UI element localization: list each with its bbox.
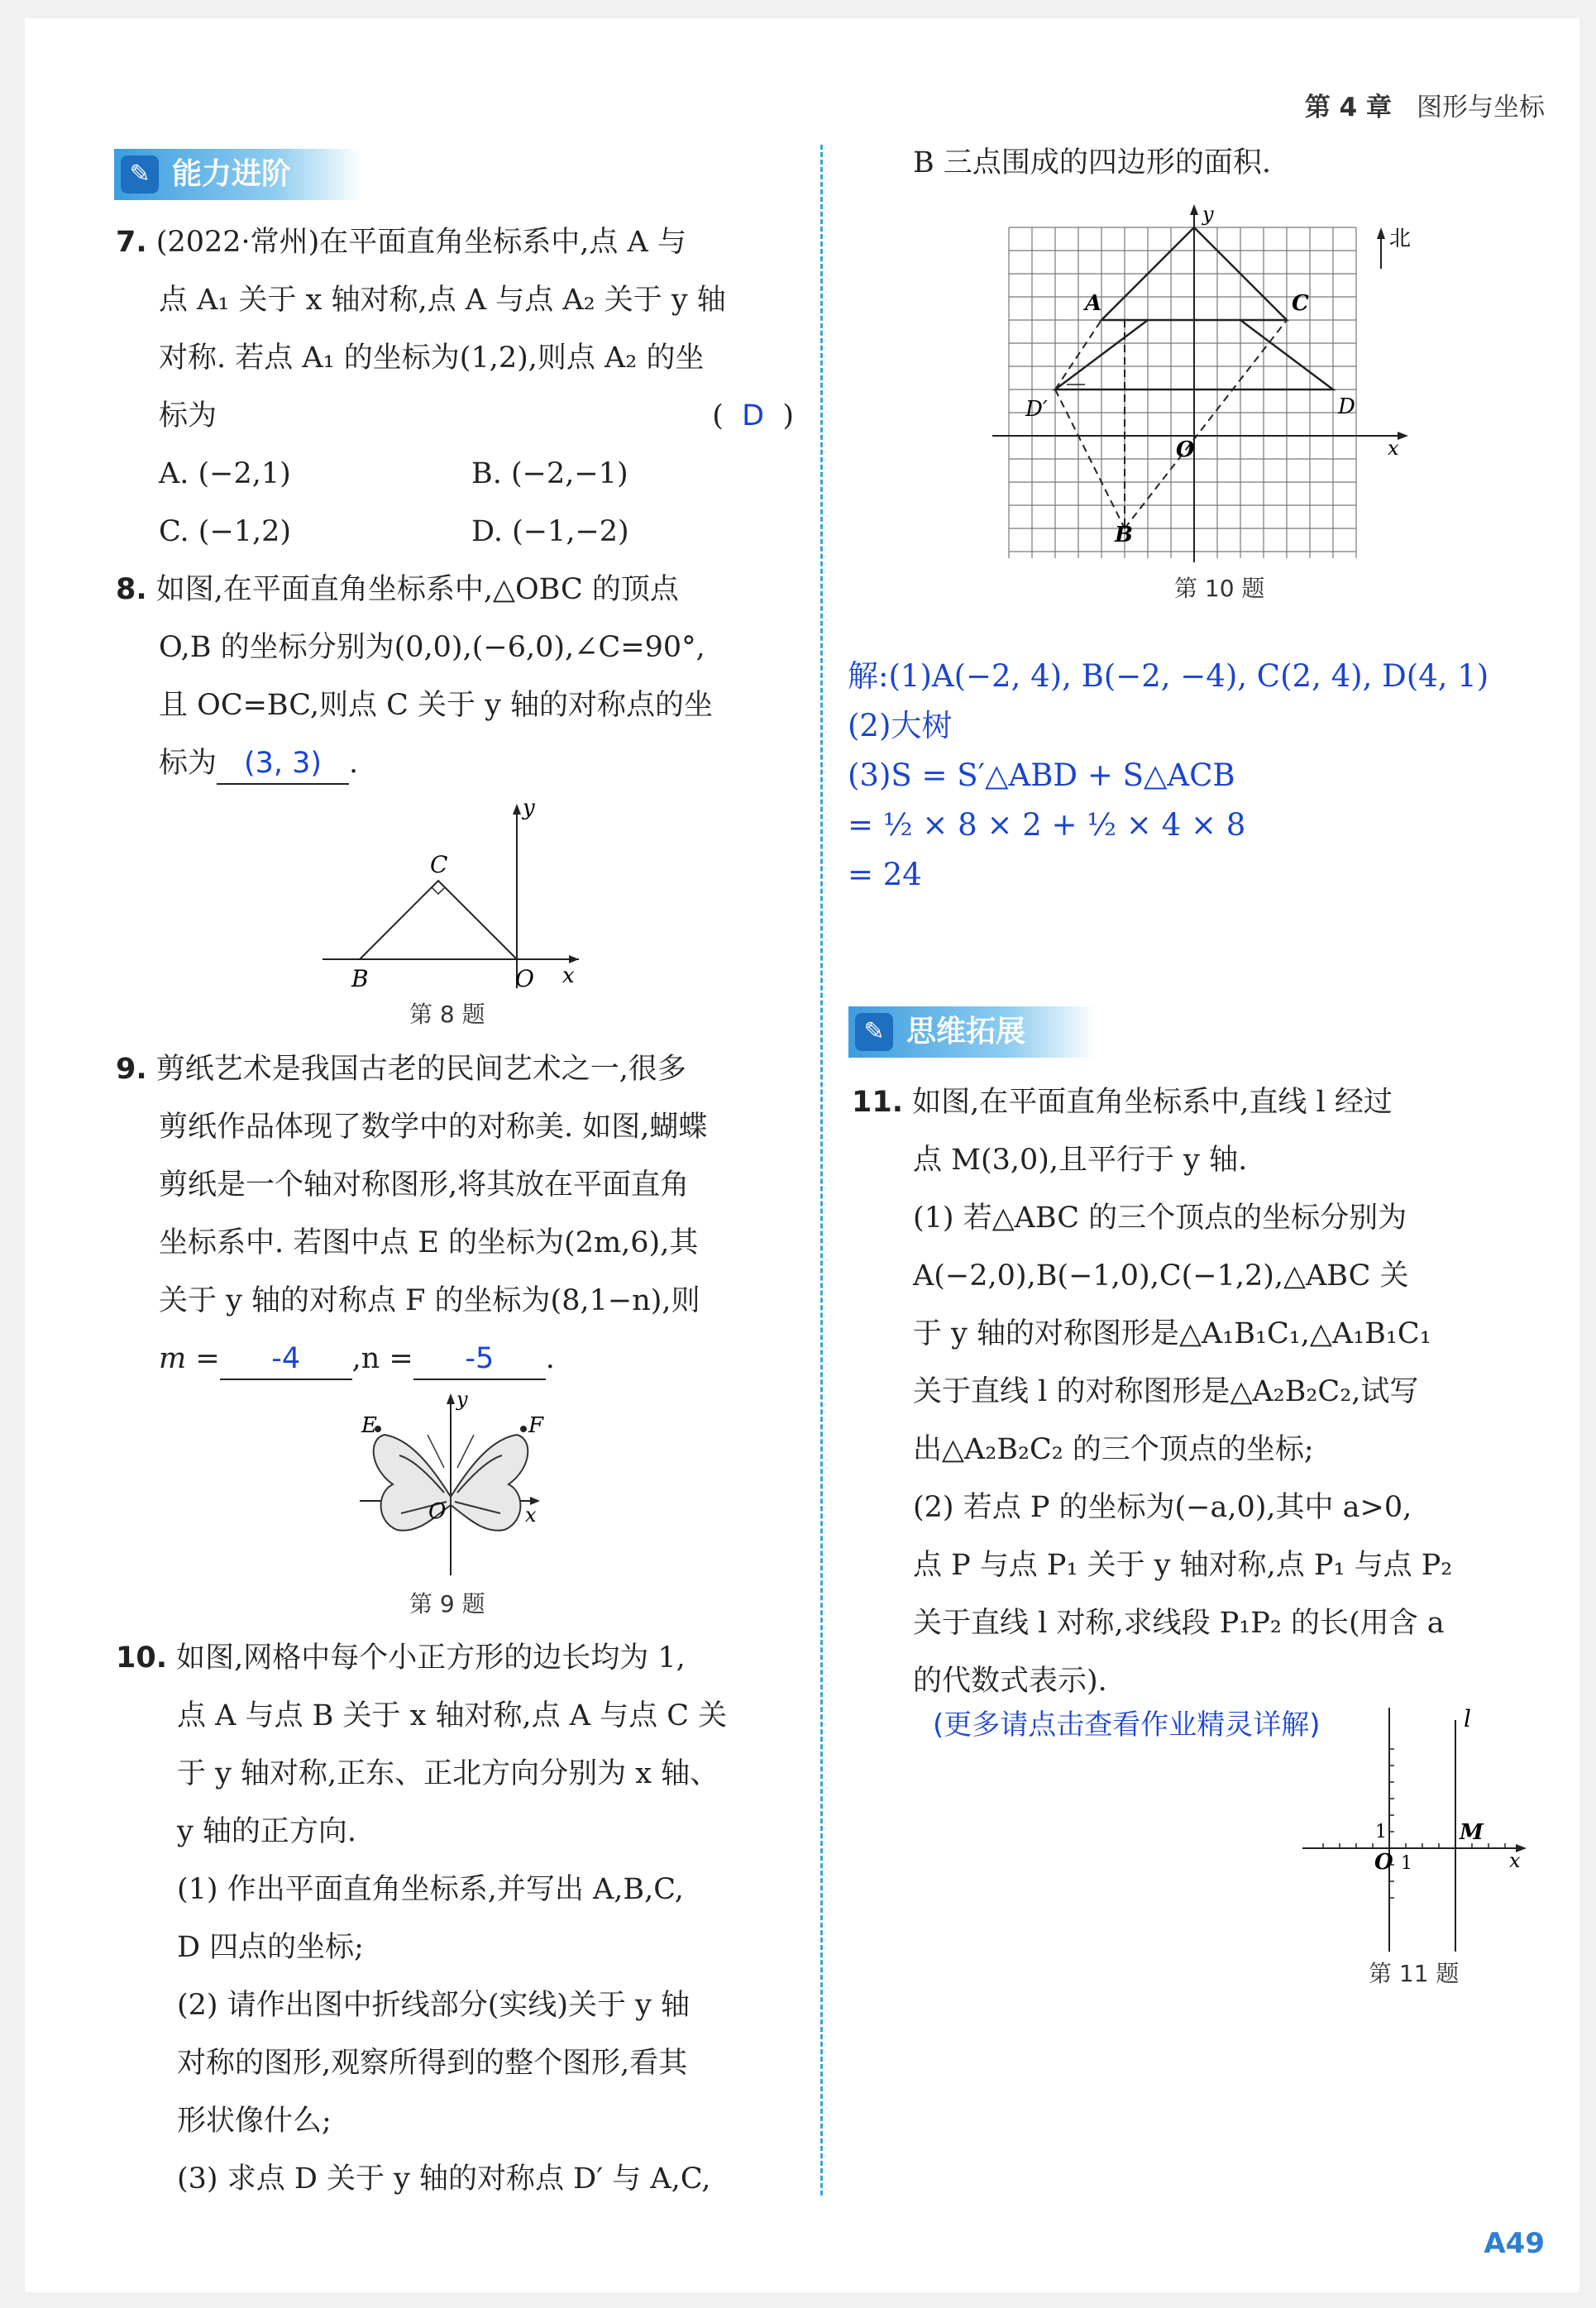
q8-line: 如图,在平面直角坐标系中,△OBC 的顶点 <box>155 573 679 606</box>
q10-line: y 轴的正方向. <box>177 1815 357 1848</box>
question-11 <box>852 1073 1546 1710</box>
label-b: B <box>351 965 369 992</box>
label-o: O <box>515 965 534 992</box>
x-arrow <box>569 955 579 963</box>
answer-bracket: ( D ) <box>712 399 794 432</box>
solution-line-5: = 24 <box>848 857 922 892</box>
q8-line: 且 OC=BC,则点 C 关于 y 轴的对称点的坐 <box>159 689 714 722</box>
q11-line: 关于直线 l 对称,求线段 P₁P₂ 的长(用含 a <box>913 1607 1445 1640</box>
antenna <box>457 1435 474 1468</box>
figure-10 <box>992 203 1422 566</box>
q9-m-label: m = <box>159 1342 220 1375</box>
label-l: l <box>1464 1705 1471 1732</box>
label-b: B <box>1115 523 1133 547</box>
label-one-x: 1 <box>1401 1853 1412 1874</box>
figure-9 <box>351 1389 550 1579</box>
question-number: 7. <box>116 226 147 259</box>
y-arrow <box>447 1393 455 1404</box>
column-divider <box>820 145 823 2196</box>
option-a: A. (−2,1) <box>159 457 291 490</box>
question-9: 9. 剪纸艺术是我国古老的民间艺术之一,很多 剪纸作品体现了数学中的对称美. 如图,蝴蝶 剪纸是一个轴对称图形,将其放在平面直角 坐标系中. 若图中点 E 的坐标为(2m,6),其 关于 y 轴的对称点 F 的坐标为(8,1−n),则 m = -4 ,n = -5 . <box>116 1040 794 1388</box>
q10-line: 于 y 轴对称,正东、正北方向分别为 x 轴、 <box>177 1757 719 1790</box>
label-o: O <box>428 1499 447 1524</box>
y-arrow <box>513 804 521 815</box>
label-f: F <box>528 1413 544 1438</box>
q9-line: 剪纸作品体现了数学中的对称美. 如图,蝴蝶 <box>159 1111 708 1144</box>
q9-n-blank <box>413 1342 546 1380</box>
antenna <box>428 1435 444 1468</box>
q8-blank <box>217 747 349 785</box>
q11-line: 点 P 与点 P₁ 关于 y 轴对称,点 P₁ 与点 P₂ <box>913 1549 1453 1582</box>
question-number: 9. <box>116 1053 147 1086</box>
point-f <box>520 1426 527 1432</box>
q7-answer: D <box>742 399 765 432</box>
section-header-ability <box>114 149 362 200</box>
q11-line: 出△A₂B₂C₂ 的三个顶点的坐标; <box>913 1433 1314 1466</box>
q9-line: 坐标系中. 若图中点 E 的坐标为(2m,6),其 <box>159 1226 699 1259</box>
x-arrow <box>1398 432 1408 440</box>
chapter-title: 图形与坐标 <box>1417 93 1545 122</box>
figure-11-caption: 第 11 题 <box>1369 1960 1460 1987</box>
q9-n-answer: -5 <box>465 1342 495 1375</box>
q7-line: 点 A₁ 关于 x 轴对称,点 A 与点 A₂ 关于 y 轴 <box>159 284 726 317</box>
more-details-link[interactable]: (更多请点击查看作业精灵详解) <box>933 1708 1321 1742</box>
label-m: M <box>1460 1820 1484 1845</box>
figure-8 <box>314 794 595 1001</box>
q8-line: O,B 的坐标分别为(0,0),(−6,0),∠C=90°, <box>159 631 705 664</box>
label-d-prime: D′ <box>1025 397 1048 422</box>
label-o: O <box>1374 1850 1393 1875</box>
label-e: E <box>361 1413 377 1438</box>
q7-line: 标为 <box>159 399 217 432</box>
q11-line: (1) 若△ABC 的三个顶点的坐标分别为 <box>913 1202 1407 1235</box>
q11-line: 点 M(3,0),且平行于 y 轴. <box>913 1144 1248 1177</box>
q11-line: 于 y 轴的对称图形是△A₁B₁C₁,△A₁B₁C₁ <box>913 1317 1431 1350</box>
q10-line: 点 A 与点 B 关于 x 轴对称,点 A 与点 C 关 <box>177 1699 728 1732</box>
question-number: 11. <box>852 1086 904 1119</box>
grid <box>1009 227 1356 558</box>
label-x: x <box>1509 1849 1521 1872</box>
section-title: 思维拓展 <box>906 1015 1026 1049</box>
label-y: y <box>1202 203 1214 226</box>
q9-line: 剪纸艺术是我国古老的民间艺术之一,很多 <box>155 1053 686 1086</box>
label-x: x <box>525 1503 537 1527</box>
q10-continued: B 三点围成的四边形的面积. <box>913 146 1271 179</box>
q10-line: (3) 求点 D 关于 y 轴的对称点 D′ 与 A,C, <box>177 2162 711 2196</box>
q9-line: 剪纸是一个轴对称图形,将其放在平面直角 <box>159 1168 690 1202</box>
q8-answer: (3, 3) <box>243 747 323 780</box>
running-header <box>1305 86 1545 123</box>
page-number: A49 <box>1484 2227 1545 2260</box>
figure-9-caption: 第 9 题 <box>409 1590 485 1618</box>
section-header-thinking <box>848 1006 1097 1058</box>
q11-line: 关于直线 l 的对称图形是△A₂B₂C₂,试写 <box>913 1375 1419 1408</box>
question-10 <box>116 1629 802 2208</box>
option-d: D. (−1,−2) <box>471 515 629 548</box>
q7-line: 对称. 若点 A₁ 的坐标为(1,2),则点 A₂ 的坐 <box>159 342 705 375</box>
chapter-label: 第 4 章 <box>1304 93 1392 122</box>
solution-block <box>848 652 1559 900</box>
label-north: 北 <box>1389 227 1412 251</box>
label-c: C <box>1292 291 1309 316</box>
pencil-icon: ✎ <box>121 155 159 194</box>
label-x: x <box>1388 437 1399 460</box>
q9-m-blank <box>220 1342 352 1380</box>
north-arrowhead <box>1377 227 1385 239</box>
q7-line: (2022·常州)在平面直角坐标系中,点 A 与 <box>155 226 686 259</box>
label-d: D <box>1338 394 1355 419</box>
q10-line: (1) 作出平面直角坐标系,并写出 A,B,C, <box>177 1873 684 1906</box>
question-7 <box>116 213 794 561</box>
figure-11 <box>1298 1704 1538 1968</box>
pencil-icon: ✎ <box>855 1013 893 1051</box>
question-number: 10. <box>116 1641 168 1675</box>
q9-m-answer: -4 <box>271 1342 301 1375</box>
q11-line: 的代数式表示). <box>913 1665 1107 1698</box>
solution-line-4: = ½ × 8 × 2 + ½ × 4 × 8 <box>848 807 1246 843</box>
triangle-obc <box>360 881 517 959</box>
q11-line: (2) 若点 P 的坐标为(−a,0),其中 a>0, <box>913 1491 1412 1524</box>
figure-10-caption: 第 10 题 <box>1174 575 1265 602</box>
q10-line: 如图,网格中每个小正方形的边长均为 1, <box>176 1641 686 1675</box>
q11-line: A(−2,0),B(−1,0),C(−1,2),△ABC 关 <box>913 1259 1409 1293</box>
q9-n-label: ,n = <box>351 1342 413 1375</box>
label-c: C <box>430 851 448 878</box>
q10-line: 对称的图形,观察所得到的整个图形,看其 <box>177 2047 688 2080</box>
right-angle-mark <box>432 887 445 894</box>
q10-line: D 四点的坐标; <box>177 1931 364 1964</box>
question-number: 8. <box>116 573 147 606</box>
label-a: A <box>1085 291 1102 316</box>
figure-8-caption: 第 8 题 <box>409 1001 485 1028</box>
y-arrow <box>1190 204 1198 215</box>
option-b: B. (−2,−1) <box>471 457 628 490</box>
q10-line: 形状像什么; <box>177 2105 332 2138</box>
section-title: 能力进阶 <box>172 157 292 191</box>
option-c: C. (−1,2) <box>159 515 292 548</box>
q9-line: 关于 y 轴的对称点 F 的坐标为(8,1−n),则 <box>159 1284 700 1317</box>
question-8: 8. 如图,在平面直角坐标系中,△OBC 的顶点 O,B 的坐标分别为(0,0),(−6,0),∠C=90°, 且 OC=BC,则点 C 关于 y 轴的对称点的坐 标为 (3, 3) . <box>116 561 794 792</box>
q10-line: (2) 请作出图中折线部分(实线)关于 y 轴 <box>177 1989 690 2022</box>
label-one-y: 1 <box>1375 1822 1387 1842</box>
q8-line: 标为 <box>159 747 217 780</box>
label-x: x <box>562 963 575 988</box>
solution-line-2: (2)大树 <box>848 708 953 743</box>
solution-line-3: (3)S = S′△ABD + S△ACB <box>848 757 1235 793</box>
label-y: y <box>456 1389 468 1411</box>
solution-line-1: 解:(1)A(−2, 4), B(−2, −4), C(2, 4), D(4, 1) <box>848 658 1489 694</box>
label-y: y <box>523 796 535 820</box>
label-o: O <box>1176 437 1195 462</box>
q11-line: 如图,在平面直角坐标系中,直线 l 经过 <box>912 1086 1393 1119</box>
